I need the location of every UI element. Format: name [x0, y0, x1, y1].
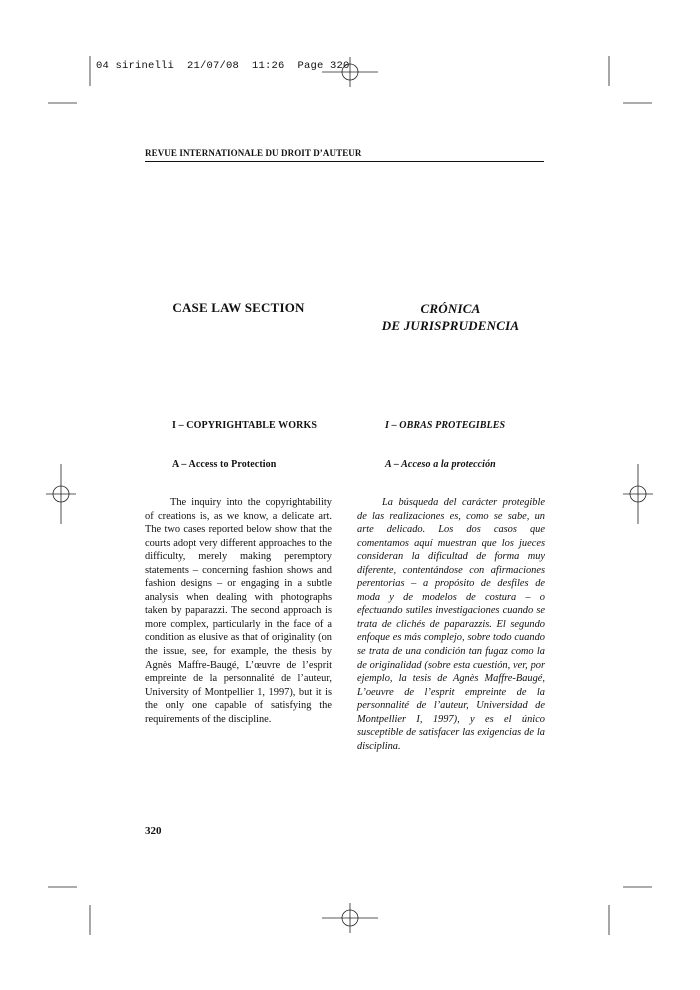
section-title-spanish-line2: DE JURISPRUDENCIA: [381, 318, 520, 333]
heading-sub-english: A – Access to Protection: [172, 459, 277, 470]
printer-slug: 04 sirinelli 21/07/08 11:26 Page 320: [96, 60, 350, 72]
running-header: REVUE INTERNATIONALE DU DROIT D’AUTEUR: [145, 148, 544, 162]
body-paragraph-spanish: La búsqueda del carácter protegible de las realizaciones es, como se sabe, un arte delicado. Los dos casos que comentamos aquí muestran que los jueces consideran la dificultad de forma muy diferente, contentándose con afirmaciones perentorias – a propósito de desfiles de moda y de modelos de costura – o efectuando sutiles investigaciones cuando se trata de clichés de paparazzis. El segundo enfoque es más complejo, sobre todo cuando se trata de una condición tan fugaz como la de originalidad (sobre esta cuestión, ver, por ejemplo, la tesis de Agnès Maffre-Baugé, L’oeuvre de l’esprit empreinte de la personnalité de l’auteur, Universidad de Montpellier I, 1997), y es el único susceptible de satisfacer las exigencias de la disciplina.: [357, 497, 545, 752]
registration-mark-bottom: [322, 903, 378, 933]
heading-part-english: I – COPYRIGHTABLE WORKS: [172, 420, 318, 431]
heading-part-spanish: I – OBRAS PROTEGIBLES: [385, 420, 506, 431]
section-title-spanish: [357, 300, 544, 334]
registration-mark-left: [46, 464, 76, 524]
heading-sub-spanish: A – Acceso a la protección: [385, 459, 496, 470]
section-title-english: CASE LAW SECTION: [172, 300, 305, 315]
page-number: 320: [145, 825, 162, 837]
body-paragraph-english: The inquiry into the copyrightability of creations is, as we know, a delicate art. The two cases reported below show that the courts adopt very different approaches to the difficulty, merely making peremptory statements – concerning fashion shows and fashion designs – or engaging in a subtle analysis when dealing with photographs taken by paparazzi. The second approach is more complex, particularly in the face of a condition as elusive as that of originality (on the issue, see, for example, the thesis by Agnès Maffre-Baugé, L’œuvre de l’esprit empreinte de la personnalité de l’auteur, University of Montpellier 1, 1997), but it is the only one capable of satisfying the requirements of the discipline.: [145, 497, 332, 725]
registration-mark-right: [623, 464, 653, 524]
section-title-spanish-line1: CRÓNICA: [420, 301, 481, 316]
